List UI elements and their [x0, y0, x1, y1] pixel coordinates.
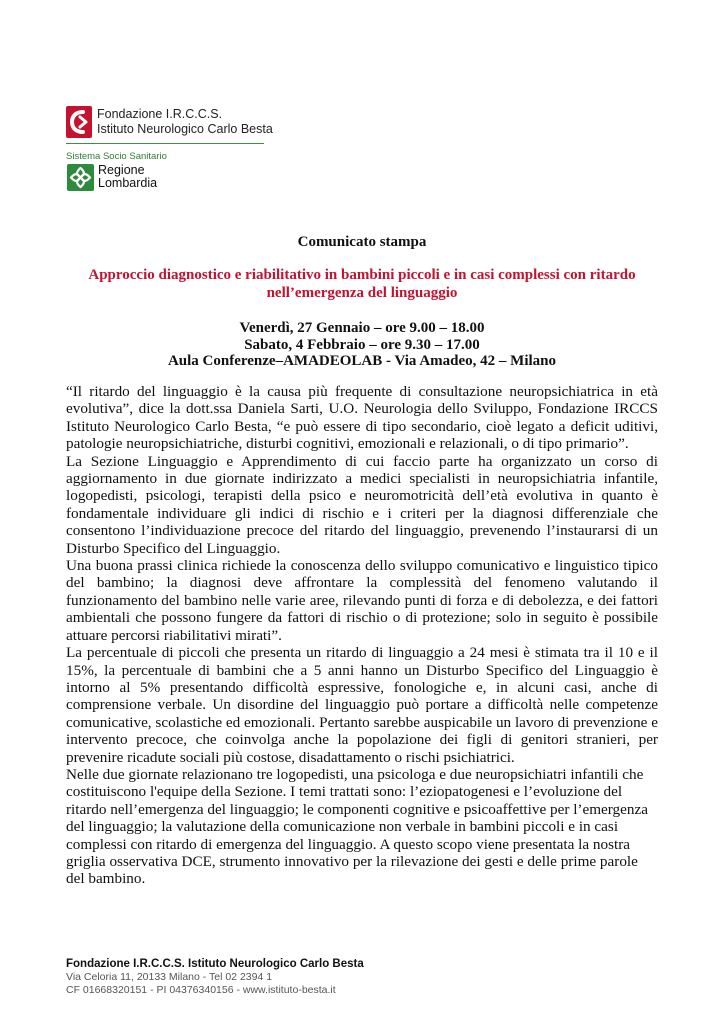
footer-organization: Fondazione I.R.C.C.S. Istituto Neurologico Carlo Besta — [66, 958, 364, 970]
besta-logo-text — [97, 107, 273, 137]
lombardia-logo-line1: Regione — [98, 163, 145, 177]
body-paragraph: La Sezione Linguaggio e Apprendimento di cui faccio parte ha organizzato un corso di aggiornamento in due giornate indirizzato a medici specialisti in neuropsichiatria infantile, logopedisti, psicologi, terapisti della psico e neuromotricità dell’età evolutiva in quanto è fondamentale individuare gli indici di rischio e i criteri per la diagnosi differenziale che consentono l’individuazione precoce del ritardo del linguaggio, prevenendo l’instaurarsi di un Disturbo Specifico del Linguaggio. — [66, 452, 658, 557]
title-line-2: nell’emergenza del linguaggio — [266, 285, 458, 301]
besta-logo-line2: Istituto Neurologico Carlo Besta — [97, 122, 273, 136]
event-date-1: Venerdì, 27 Gennaio – ore 9.00 – 18.00 — [239, 320, 485, 336]
event-date-2: Sabato, 4 Febbraio – ore 9.30 – 17.00 — [244, 336, 480, 353]
body-paragraph: Nelle due giornate relazionano tre logopedisti, una psicologa e due neuropsichiatri infantili che costituiscono l'equipe della Sezione. I temi trattati sono: l’eziopatogenesi e l’evoluzione del ritardo nell’emergenza del linguaggio; le componenti cognitive e psicoaffettive per l’emergenza del linguaggio; la valutazione della comunicazione non verbale in bambini piccoli e in casi complessi con ritardo di emergenza del linguaggio. A questo scopo viene presentata la nostra griglia osservativa DCE, strumento innovativo per la rilevazione dei gesti e delle prime parole del bambino. — [66, 765, 648, 888]
document-label: Comunicato stampa — [297, 234, 427, 250]
title-line-1: Approccio diagnostico e riabilitativo in bambini piccoli e in casi complessi con ritardo — [88, 267, 636, 283]
body-paragraph: “Il ritardo del linguaggio è la causa più frequente di consultazione neuropsichiatrica in età evolutiva”, dice la dott.ssa Daniela Sarti, U.O. Neurologia dello Sviluppo, Fondazione IRCCS Istituto Neurologico Carlo Besta, “e può essere di tipo secondario, cioè legato a deficit uditivi, patologie neuropsichiatriche, disturbi cognitivi, emozionali e relazionali, o di tipo primario”. — [66, 383, 658, 453]
footer-address: Via Celoria 11, 20133 Milano - Tel 02 2394 1 — [66, 971, 273, 983]
page-footer — [66, 957, 396, 996]
lombardia-logo — [67, 164, 187, 192]
footer-fiscal: CF 01668320151 - PI 04376340156 - www.istituto-besta.it — [66, 983, 336, 996]
lombardia-logo-text — [98, 164, 157, 190]
besta-logo-line1: Fondazione I.R.C.C.S. — [97, 107, 223, 121]
header-divider — [66, 143, 264, 144]
besta-logo — [66, 106, 273, 140]
body-paragraph: Una buona prassi clinica richiede la conoscenza dello sviluppo comunicativo e linguistico tipico del bambino; la diagnosi deve affrontare la complessità del fenomeno valutando il funzionamento del bambino nelle varie aree, rilevando punti di forza e di debolezza, e dei fattori ambientali che possono fungere da fattori di rischio o di protezione; solo in seguito è possibile attuare percorsi riabilitativi mirati”. — [66, 557, 658, 644]
event-details — [66, 320, 658, 370]
body-paragraph: La percentuale di piccoli che presenta un ritardo di linguaggio a 24 mesi è stimata tra il 10 e il 15%, la percentuale di bambini che a 5 anni hanno un Disturbo Specifico del Linguaggio è intorno al 5% presentando difficoltà espressive, fonologiche e, in alcuni casi, anche di comprensione verbale. Un disordine del linguaggio può portare a difficoltà nelle competenze comunicative, scolastiche ed emozionali. Pertanto sarebbe auspicabile un lavoro di prevenzione e intervento precoce, che coinvolga anche la popolazione dei figli di genitori stranieri, per prevenire ricadute sociali più costose, disadattamento o rischi psichiatrici. — [66, 644, 658, 766]
besta-symbol-icon — [66, 106, 92, 138]
document-title — [66, 266, 658, 302]
lombardia-logo-line2: Lombardia — [98, 176, 158, 190]
lombardia-rose-icon — [67, 164, 94, 191]
event-location: Aula Conferenze–AMADEOLAB - Via Amadeo, 42 – Milano — [167, 353, 557, 369]
document-body — [66, 383, 658, 888]
sistema-socio-sanitario: Sistema Socio Sanitario — [66, 151, 167, 162]
